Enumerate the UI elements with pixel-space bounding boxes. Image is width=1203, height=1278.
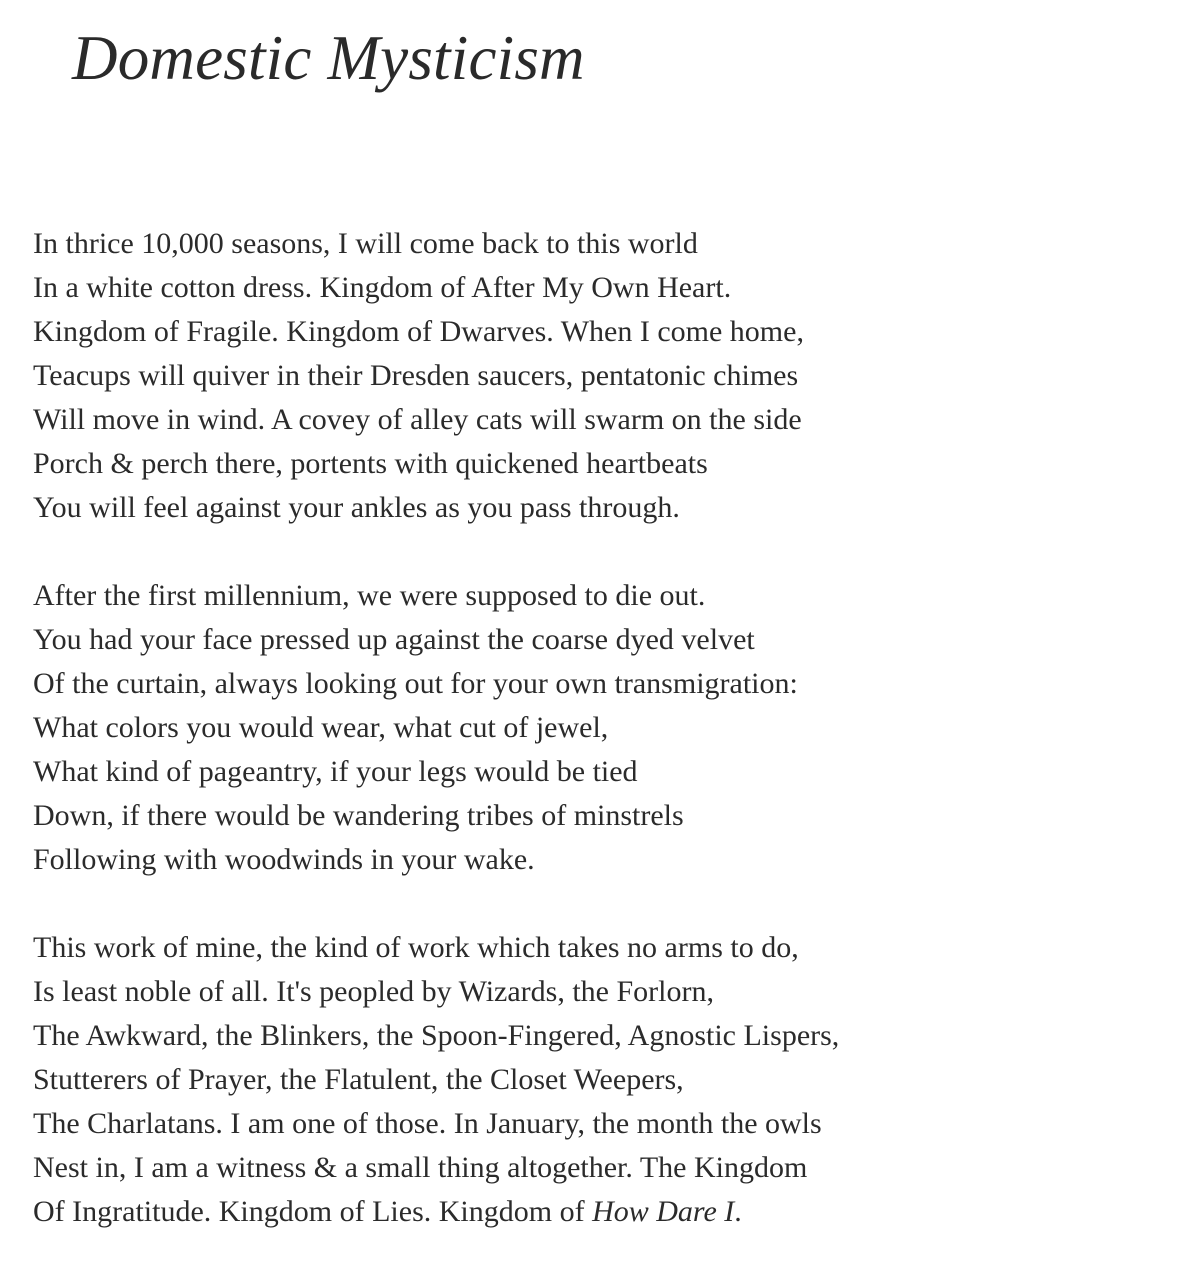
poem-line: What colors you would wear, what cut of jewel, [33, 711, 609, 744]
poem-line: Stutterers of Prayer, the Flatulent, the Closet Weepers, [33, 1063, 684, 1096]
poem-line: Is least noble of all. It's peopled by Wizards, the Forlorn, [33, 975, 714, 1008]
poem-line: Teacups will quiver in their Dresden saucers, pentatonic chimes [33, 359, 799, 392]
poem-body [33, 222, 1183, 1278]
stanza-2 [33, 574, 1183, 882]
poem-line: Porch & perch there, portents with quickened heartbeats [33, 447, 708, 480]
poem-line: You will feel against your ankles as you pass through. [33, 491, 680, 524]
poem-line: What kind of pageantry, if your legs would be tied [33, 755, 638, 788]
poem-line: Following with woodwinds in your wake. [33, 843, 535, 876]
poem-line: In thrice 10,000 seasons, I will come back to this world [33, 227, 698, 260]
stanza-3 [33, 926, 1183, 1234]
last-line-italic: How Dare I [592, 1195, 735, 1228]
poem-line: Of the curtain, always looking out for your own transmigration: [33, 667, 798, 700]
last-line-end: . [734, 1195, 742, 1228]
poem-line: The Charlatans. I am one of those. In January, the month the owls [33, 1107, 822, 1140]
poem-line: In a white cotton dress. Kingdom of After My Own Heart. [33, 271, 732, 304]
poem-line: This work of mine, the kind of work which takes no arms to do, [33, 931, 799, 964]
last-line-plain: Of Ingratitude. Kingdom of Lies. Kingdom of [33, 1195, 593, 1228]
poem-line: After the first millennium, we were supposed to die out. [33, 579, 706, 612]
poem-line: The Awkward, the Blinkers, the Spoon-Fingered, Agnostic Lispers, [33, 1019, 840, 1052]
poem-line: Down, if there would be wandering tribes of minstrels [33, 799, 684, 832]
poem-line: Nest in, I am a witness & a small thing altogether. The Kingdom [33, 1151, 808, 1184]
poem-line: You had your face pressed up against the coarse dyed velvet [33, 623, 755, 656]
stanza-1 [33, 222, 1183, 530]
poem-title: Domestic Mysticism [72, 23, 585, 93]
poem-line-last [33, 1190, 1183, 1234]
poem-line: Kingdom of Fragile. Kingdom of Dwarves. When I come home, [33, 315, 804, 348]
poem-line: Will move in wind. A covey of alley cats will swarm on the side [33, 403, 802, 436]
